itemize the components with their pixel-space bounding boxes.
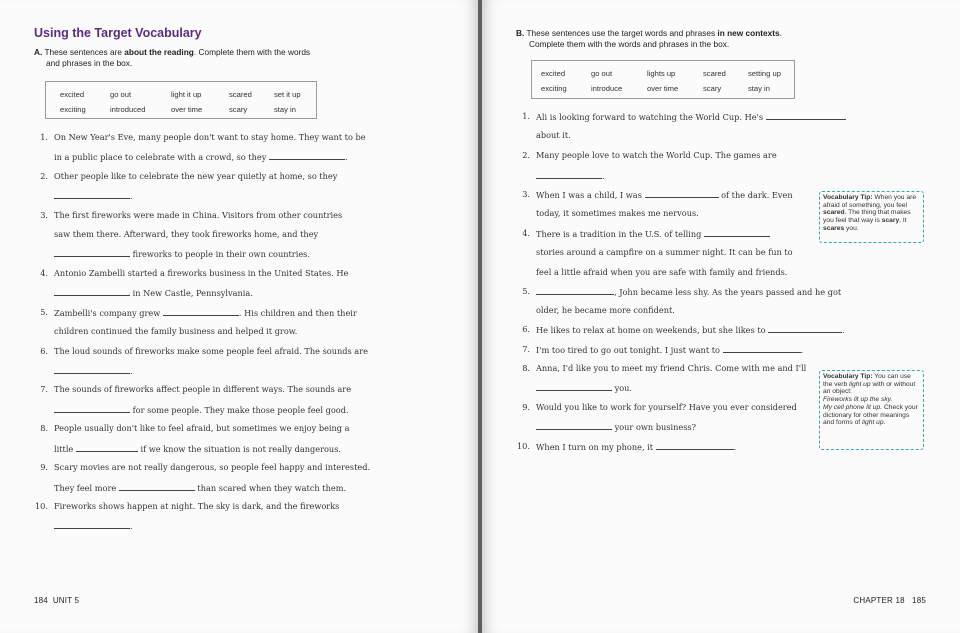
word-box-item: scary	[703, 84, 722, 93]
word-box-item: set it up	[274, 90, 301, 99]
item-number: 8.	[40, 423, 48, 433]
item-number: 7.	[522, 344, 530, 354]
word-box	[45, 81, 317, 119]
item-text: Would you like to work for yourself? Have you ever considered	[536, 402, 797, 412]
item-number: 8.	[522, 363, 530, 373]
item-number: 10.	[34, 501, 48, 511]
word-box-item: excited	[60, 90, 85, 99]
section-letter: A.	[34, 47, 43, 57]
answer-blank[interactable]	[536, 170, 602, 179]
page-number: 184	[34, 596, 48, 605]
item-number: 1.	[522, 111, 530, 121]
word-box-item: go out	[591, 69, 613, 78]
vocabulary-tip-box: Vocabulary Tip: When you are afraid of something, you feel scared. The thing that makes you feel that way is scary. It scares you.	[819, 191, 924, 243]
answer-blank[interactable]	[54, 248, 130, 257]
page-footer	[34, 596, 79, 605]
word-box-item: scared	[229, 90, 252, 99]
item-text: Anna, I'd like you to meet my friend Chris. Come with me and I'll	[536, 363, 807, 373]
item-text: little if we know the situation is not really dangerous.	[54, 444, 342, 454]
item-number: 5.	[40, 307, 48, 317]
item-text: When I was a child, I was of the dark. Even	[536, 190, 793, 200]
item-text: older, he became more confident.	[536, 305, 675, 315]
item-number: 2.	[522, 150, 530, 160]
item-number: 4.	[522, 228, 530, 238]
item-text: Scary movies are not really dangerous, so people feel happy and interested.	[54, 462, 371, 472]
item-text: The loud sounds of fireworks make some people feel afraid. The sounds are	[54, 346, 368, 356]
answer-blank[interactable]	[76, 443, 138, 452]
word-box-item: setting up	[748, 69, 781, 78]
section-b-instructions: B. These sentences use the target words and phrases in new contexts. Complete them with the words and phrases in the box.	[516, 28, 782, 49]
item-text: .	[536, 170, 605, 181]
item-text: today, it sometimes makes me nervous.	[536, 208, 699, 218]
item-text: He likes to relax at home on weekends, but she likes to .	[536, 325, 845, 335]
item-number: 3.	[40, 210, 48, 220]
item-number: 10.	[516, 441, 530, 451]
item-text: for some people. They make those people feel good.	[54, 404, 349, 415]
word-box-item: over time	[171, 105, 203, 114]
answer-blank[interactable]	[54, 287, 130, 296]
word-box-item: stay in	[748, 84, 770, 93]
item-text: There is a tradition in the U.S. of telling	[536, 228, 770, 239]
word-box-item: excited	[541, 69, 566, 78]
item-number: 2.	[40, 171, 48, 181]
answer-blank[interactable]	[54, 404, 130, 413]
item-number: 6.	[40, 346, 48, 356]
item-number: 1.	[40, 132, 48, 142]
section-a-instructions: A. These sentences are about the reading. Complete them with the words and phrases in the box.	[34, 47, 311, 68]
item-text: On New Year's Eve, many people don't want to stay home. They want to be	[54, 132, 366, 142]
item-text: .	[54, 365, 133, 376]
section-letter: B.	[516, 28, 525, 38]
item-number: 5.	[522, 286, 530, 296]
item-text: stories around a campfire on a summer night. It can be fun to	[536, 247, 793, 257]
answer-blank[interactable]	[536, 421, 612, 430]
word-box-item: exciting	[541, 84, 567, 93]
answer-blank[interactable]	[269, 151, 345, 160]
item-text: .	[54, 190, 133, 201]
answer-blank[interactable]	[656, 441, 734, 450]
item-number: 4.	[40, 268, 48, 278]
item-text: I'm too tired to go out tonight. I just want to .	[536, 345, 804, 355]
word-box-item: scared	[703, 69, 726, 78]
chapter-label: CHAPTER 18	[853, 596, 905, 605]
item-number: 6.	[522, 324, 530, 334]
item-text: They feel more than scared when they watch them.	[54, 483, 347, 493]
item-text: The sounds of fireworks affect people in different ways. The sounds are	[54, 384, 352, 394]
item-text: Ali is looking forward to watching the World Cup. He's	[536, 111, 846, 122]
answer-blank[interactable]	[119, 482, 195, 491]
item-number: 3.	[522, 189, 530, 199]
item-text: Antonio Zambelli started a fireworks business in the United States. He	[54, 268, 349, 278]
answer-blank[interactable]	[54, 190, 130, 199]
item-number: 7.	[40, 384, 48, 394]
word-box-item: light it up	[171, 90, 202, 99]
page-number: 185	[912, 596, 926, 605]
answer-blank[interactable]	[536, 382, 612, 391]
word-box-item: exciting	[60, 105, 86, 114]
word-box-item: introduced	[110, 105, 146, 114]
item-text: you.	[536, 382, 632, 393]
item-text: .	[54, 520, 133, 531]
item-text: in a public place to celebrate with a crowd, so they .	[54, 152, 348, 162]
word-box-item: lights up	[647, 69, 676, 78]
answer-blank[interactable]	[645, 189, 719, 198]
page-title: Using the Target Vocabulary	[34, 26, 202, 40]
answer-blank[interactable]	[163, 307, 239, 316]
item-text: your own business?	[536, 421, 696, 432]
item-text: When I turn on my phone, it .	[536, 442, 737, 452]
left-page	[0, 0, 478, 633]
item-text: Many people love to watch the World Cup. The games are	[536, 150, 777, 160]
item-text: feel a little afraid when you are safe with family and friends.	[536, 267, 788, 277]
vocabulary-tip-box: Vocabulary Tip: You can use the verb light up with or without an object: Fireworks lit up the sky. My cell phone lit up. Check your dictionary for other meanings and forms of light up.	[819, 370, 924, 450]
answer-blank[interactable]	[54, 520, 130, 529]
answer-blank[interactable]	[536, 286, 614, 295]
page-footer	[853, 596, 926, 605]
item-number: 9.	[40, 462, 48, 472]
word-box-item: go out	[110, 90, 132, 99]
item-number: 9.	[522, 402, 530, 412]
answer-blank[interactable]	[766, 111, 846, 120]
answer-blank[interactable]	[723, 344, 801, 353]
item-text: about it.	[536, 130, 571, 140]
item-text: Fireworks shows happen at night. The sky is dark, and the fireworks	[54, 501, 340, 511]
word-box-item: introduce	[591, 84, 623, 93]
item-text: children continued the family business and helped it grow.	[54, 326, 298, 336]
answer-blank[interactable]	[704, 228, 770, 237]
answer-blank[interactable]	[768, 324, 842, 333]
right-page	[482, 0, 960, 633]
item-text: Zambelli's company grew . His children and then their	[54, 308, 357, 318]
unit-label: UNIT 5	[52, 596, 80, 605]
item-text: fireworks to people in their own countries.	[54, 248, 310, 259]
item-text: People usually don't like to feel afraid, but sometimes we enjoy being a	[54, 423, 350, 433]
word-box-item: over time	[647, 84, 679, 93]
item-text: The first fireworks were made in China. Visitors from other countries	[54, 210, 343, 220]
item-text: Other people like to celebrate the new year quietly at home, so they	[54, 171, 338, 181]
item-text: in New Castle, Pennsylvania.	[54, 287, 253, 298]
word-box-item: scary	[229, 105, 248, 114]
word-box	[531, 60, 795, 99]
answer-blank[interactable]	[54, 365, 130, 374]
word-box-item: stay in	[274, 105, 296, 114]
item-text: saw them there. Afterward, they took fireworks home, and they	[54, 229, 319, 239]
item-text: , John became less shy. As the years passed and he got	[536, 286, 841, 297]
